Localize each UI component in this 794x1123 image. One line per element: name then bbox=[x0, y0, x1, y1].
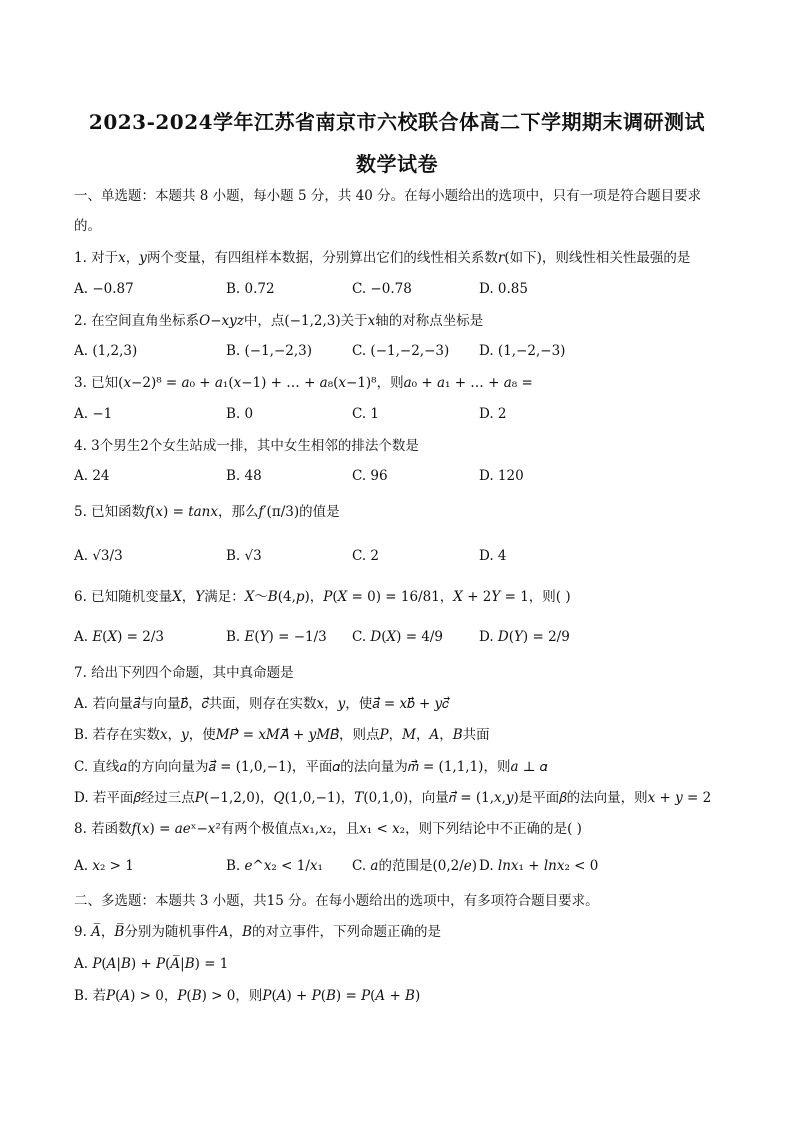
option-c: C. 𝑎的范围是(0,2/𝑒) bbox=[352, 858, 478, 874]
option-b: B. 0.72 bbox=[226, 281, 275, 297]
question-7-stem: 7. 给出下列四个命题，其中真命题是 bbox=[74, 665, 294, 681]
option-c: C. 𝐷(𝑋) = 4/9 bbox=[352, 629, 444, 645]
question-6-stem: 6. 已知随机变量𝑋，𝑌满足：𝑋～𝐵(4,𝑝)，𝑃(𝑋 = 0) = 16/81，𝑋 + 2𝑌 = 1，则( ) bbox=[74, 589, 571, 605]
section2-instructions: 二、多选题：本题共 3 小题，共15 分。在每小题给出的选项中，有多项符合题目要求。 bbox=[74, 893, 599, 909]
option-d: D. 𝐷(𝑌) = 2/9 bbox=[479, 629, 570, 645]
option-a: A. −1 bbox=[74, 406, 113, 422]
question-3-options bbox=[74, 404, 734, 424]
question-4-options bbox=[74, 466, 734, 486]
question-2-stem: 2. 在空间直角坐标系𝑂−𝑥𝑦𝑧中，点(−1,2,3)关于𝑥轴的对称点坐标是 bbox=[74, 313, 484, 329]
option-c: C. 2 bbox=[352, 548, 380, 564]
question-9-option-b: B. 若𝑃(𝐴) > 0，𝑃(𝐵) > 0，则𝑃(𝐴) + 𝑃(𝐵) = 𝑃(𝐴 + 𝐵) bbox=[74, 988, 421, 1004]
option-d: D. 0.85 bbox=[479, 281, 528, 297]
question-3-stem: 3. 已知(𝑥−2)⁸ = 𝑎₀ + 𝑎₁(𝑥−1) + … + 𝑎₈(𝑥−1)⁸，则𝑎₀ + 𝑎₁ + … + 𝑎₈ = bbox=[74, 375, 533, 391]
option-d: D. 𝑙𝑛𝑥₁ + 𝑙𝑛𝑥₂ < 0 bbox=[479, 858, 599, 874]
option-c: C. 96 bbox=[352, 468, 388, 484]
option-b: B. 0 bbox=[226, 406, 254, 422]
question-5-stem: 5. 已知函数𝑓(𝑥) = 𝑡𝑎𝑛𝑥，那么𝑓′(π/3)的值是 bbox=[74, 504, 340, 520]
option-a: A. (1,2,3) bbox=[74, 343, 138, 359]
option-a: A. 𝐸(𝑋) = 2/3 bbox=[74, 629, 164, 645]
option-c: C. 1 bbox=[352, 406, 380, 422]
option-d: D. 4 bbox=[479, 548, 507, 564]
option-b: B. √3 bbox=[226, 548, 262, 564]
page-subtitle: 数学试卷 bbox=[356, 152, 438, 176]
question-8-options bbox=[74, 856, 734, 876]
option-d: D. 120 bbox=[479, 468, 524, 484]
question-7-option-d: D. 若平面𝛽经过三点𝑃(−1,2,0)，𝑄(1,0,−1)，𝑇(0,1,0)，向量𝑛⃗ = (1,𝑥,𝑦)是平面𝛽的法向量，则𝑥 + 𝑦 = 2 bbox=[74, 790, 712, 806]
option-a: A. 𝑥₂ > 1 bbox=[74, 858, 134, 874]
option-d: D. (1,−2,−3) bbox=[479, 343, 566, 359]
question-6-options bbox=[74, 627, 734, 647]
option-d: D. 2 bbox=[479, 406, 507, 422]
option-b: B. 𝑒^𝑥₂ < 1/𝑥₁ bbox=[226, 858, 323, 874]
question-8-stem: 8. 若函数𝑓(𝑥) = 𝑎𝑒ˣ−𝑥²有两个极值点𝑥₁,𝑥₂，且𝑥₁ < 𝑥₂，则下列结论中不正确的是( ) bbox=[74, 821, 582, 837]
option-c: C. (−1,−2,−3) bbox=[352, 343, 450, 359]
question-2-options bbox=[74, 341, 734, 361]
question-9-stem: 9. 𝐴̅，𝐵̅分别为随机事件𝐴，𝐵的对立事件，下列命题正确的是 bbox=[74, 924, 442, 940]
option-b: B. (−1,−2,3) bbox=[226, 343, 313, 359]
option-b: B. 𝐸(𝑌) = −1/3 bbox=[226, 629, 327, 645]
question-7-option-c: C. 直线𝑎的方向向量为𝑎⃗ = (1,0,−1)，平面𝛼的法向量为𝑚⃗ = (1,1,1)，则𝑎 ⊥ 𝛼 bbox=[74, 759, 548, 775]
option-a: A. 24 bbox=[74, 468, 110, 484]
option-a: A. −0.87 bbox=[74, 281, 134, 297]
question-7-option-b: B. 若存在实数𝑥，𝑦，使𝑀𝑃⃗ = 𝑥𝑀𝐴⃗ + 𝑦𝑀𝐵⃗，则点𝑃，𝑀，𝐴，𝐵共面 bbox=[74, 727, 490, 743]
page-title: 2023-2024学年江苏省南京市六校联合体高二下学期期末调研测试 bbox=[88, 110, 706, 134]
option-b: B. 48 bbox=[226, 468, 262, 484]
option-a: A. √3/3 bbox=[74, 548, 123, 564]
section1-instructions: 一、单选题：本题共 8 小题，每小题 5 分，共 40 分。在每小题给出的选项中，只有一项是符合题目要求 bbox=[74, 188, 702, 204]
option-c: C. −0.78 bbox=[352, 281, 412, 297]
question-7-option-a: A. 若向量𝑎⃗与向量𝑏⃗，𝑐⃗共面，则存在实数𝑥，𝑦，使𝑎⃗ = 𝑥𝑏⃗ + 𝑦𝑐⃗ bbox=[74, 696, 450, 712]
question-1-stem: 1. 对于𝑥，𝑦两个变量，有四组样本数据，分别算出它们的线性相关系数𝑟(如下)，则线性相关性最强的是 bbox=[74, 250, 691, 266]
section1-instructions-cont: 的。 bbox=[74, 218, 101, 234]
question-5-options bbox=[74, 546, 734, 566]
question-9-option-a: A. 𝑃(𝐴|𝐵) + 𝑃(𝐴̅|𝐵) = 1 bbox=[74, 956, 229, 972]
question-4-stem: 4. 3个男生2个女生站成一排，其中女生相邻的排法个数是 bbox=[74, 438, 419, 454]
question-1-options bbox=[74, 279, 734, 299]
